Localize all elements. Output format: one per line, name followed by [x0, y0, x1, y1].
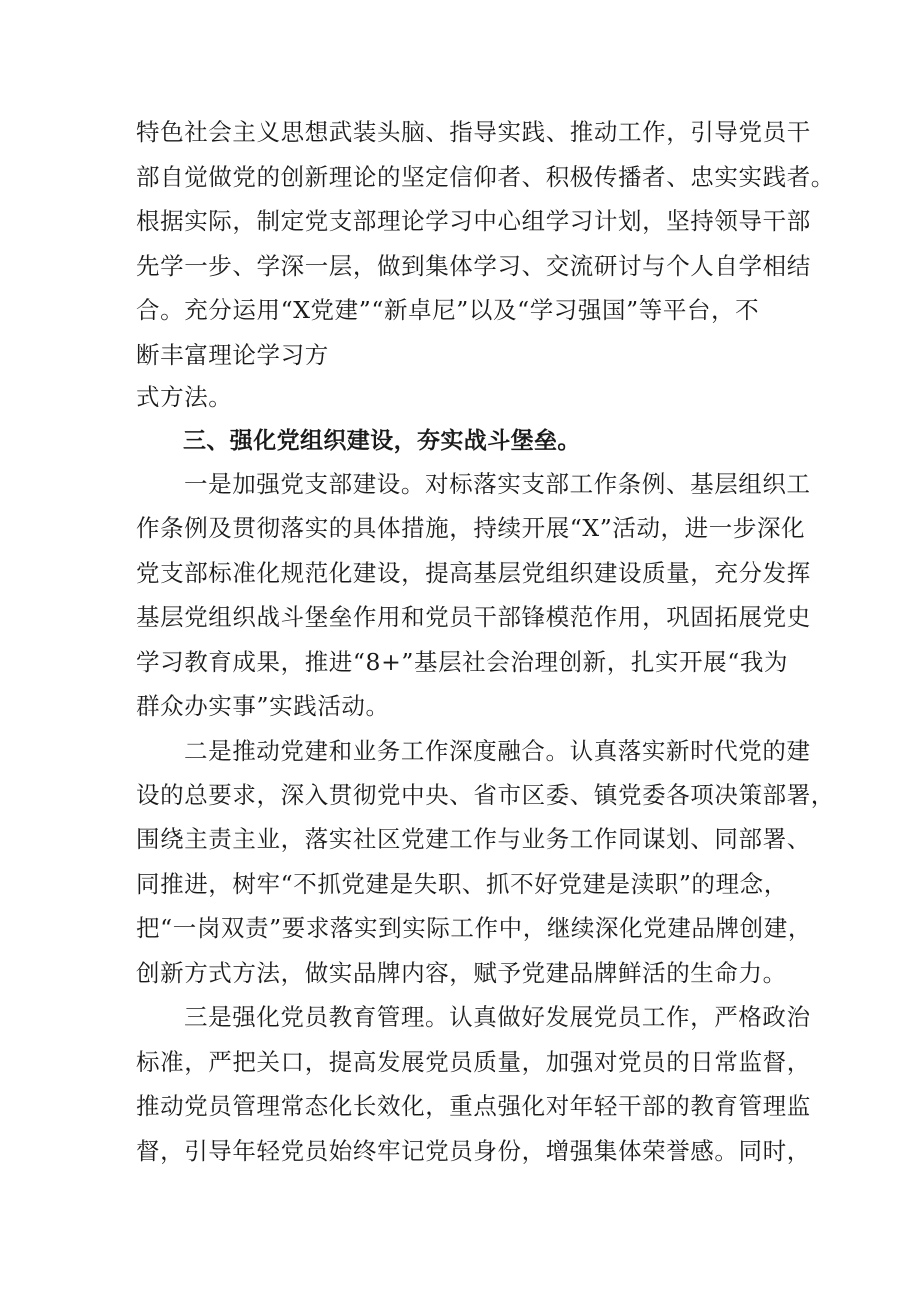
text-line-6: 断丰富理论学习方 [136, 341, 329, 369]
text-line-1: 特色社会主义思想武装头脑、指导实践、推动工作，引导党员干 [136, 118, 811, 146]
paragraph-2-line-6: 创新方式方法，做实品牌内容，赋予党建品牌鲜活的生命力。 [136, 959, 787, 987]
paragraph-1-line-6: 群众办实事”实践活动。 [136, 692, 390, 720]
paragraph-2-line-5: 把“一岗双责”要求落实到实际工作中，继续深化党建品牌创建， [136, 914, 812, 942]
paragraph-2-line-4: 同推进，树牢“不抓党建是失职、抓不好党建是渎职”的理念， [136, 870, 788, 898]
text-line-7: 式方法。 [136, 383, 233, 411]
paragraph-1-line-5: 学习教育成果，推进“8+”基层社会治理创新，扎实开展“我为 [136, 648, 789, 676]
paragraph-1-line-1: 一是加强党支部建设。对标落实支部工作条例、基层组织工 [184, 470, 811, 498]
paragraph-3-line-3: 推动党员管理常态化长效化，重点强化对年轻干部的教育管理监 [136, 1092, 811, 1120]
text-line-2: 部自觉做党的创新理论的坚定信仰者、积极传播者、忠实实践者。 [136, 163, 835, 191]
paragraph-3-line-2: 标准，严把关口，提高发展党员质量，加强对党员的日常监督， [136, 1048, 811, 1076]
paragraph-2-line-1: 二是推动党建和业务工作深度融合。认真落实新时代党的建 [184, 737, 811, 765]
text-line-5: 合。充分运用“X党建”“新卓尼”以及“学习强国”等平台，不 [136, 296, 760, 324]
paragraph-1-line-4: 基层党组织战斗堡垒作用和党员干部锋模范作用，巩固拓展党史 [136, 603, 811, 631]
paragraph-2-line-2: 设的总要求，深入贯彻党中央、省市区委、镇党委各项决策部署， [136, 781, 835, 809]
section-heading: 三、强化党组织建设，夯实战斗堡垒。 [183, 428, 581, 454]
text-line-3: 根据实际，制定党支部理论学习中心组学习计划，坚持领导干部 [136, 207, 811, 235]
paragraph-1-line-2: 作条例及贯彻落实的具体措施，持续开展“X”活动，进一步深化 [136, 514, 806, 542]
paragraph-1-line-3: 党支部标准化规范化建设，提高基层党组织建设质量，充分发挥 [136, 559, 811, 587]
paragraph-3-line-1: 三是强化党员教育管理。认真做好发展党员工作，严格政治 [184, 1003, 811, 1031]
paragraph-2-line-3: 围绕主责主业，落实社区党建工作与业务工作同谋划、同部署、 [136, 825, 811, 853]
paragraph-3-line-4: 督，引导年轻党员始终牢记党员身份，增强集体荣誉感。同时， [136, 1137, 811, 1165]
text-line-4: 先学一步、学深一层，做到集体学习、交流研讨与个人自学相结 [136, 252, 811, 280]
